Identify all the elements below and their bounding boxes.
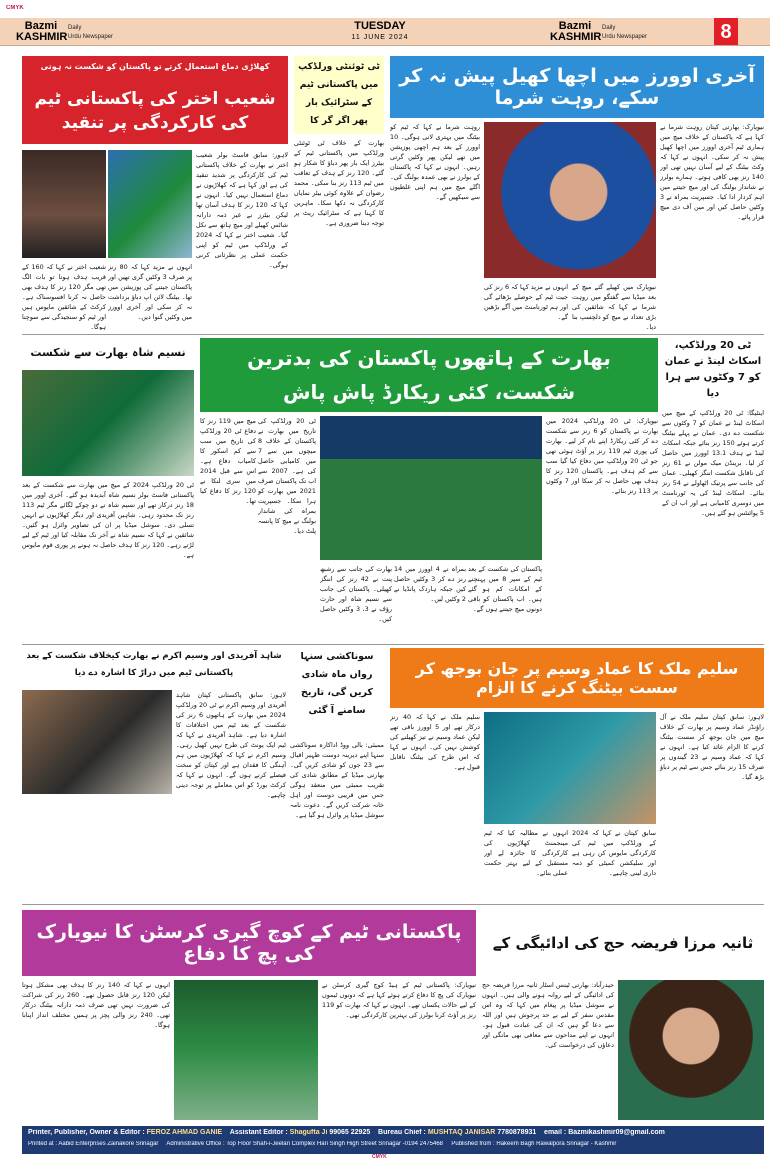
rohit-col-bottom2: انہوں نے مزید کہا کہ 6 رنز کی جیت ٹیم کے حوصلے بڑھائے گی اور ہم ٹورنامنٹ میں آگے بڑھیں گے۔ [484,283,568,321]
india-photo [320,416,542,560]
email-label: email : [544,1129,567,1136]
row-divider-1 [22,334,764,335]
asst-label: Assistant Editor : [229,1129,288,1136]
naseem-headline: نسیم شاہ بھارت سے شکست [30,346,186,359]
sania-body: حیدرآباد: بھارتی ٹینس اسٹار ثانیہ مرزا فریضہ حج کی ادائیگی کے لیے روانہ ہونے والی ہیں۔ انہوں نے سوشل میڈیا پر پیغام میں کہا کہ وہ اس مقدس سفر کے لیے بے حد پرجوش ہیں اور اللہ سے دعا گو ہیں کہ ان کی عبادت قبول ہو۔ انہوں نے اپنے مداحوں سے معافی بھی مانگی اور دعاؤں کی درخواست کی۔ [482,981,614,1049]
shoaib-col1: لاہور: سابق فاسٹ بولر شعیب اختر نے بھارت کے خلاف پاکستانی ٹیم کی کارکردگی پر شدید تنقید کی ہے اور کہا ہے کہ کھلاڑیوں نے دماغ استعمال نہیں کیا۔ انہوں نے کہا کہ 120 رنز کا ہدف آسان تھا لیکن بیٹرز نے غیر ذمہ دارانہ شاٹس کھیلے اور میچ ہاتھ سے نکل گیا۔ شعیب اختر نے کہا کہ 2024 کے ورلڈکپ میں ٹیم کو اپنی حکمت عملی پر نظرثانی کرنی ہوگی۔ [196,151,288,269]
saleem-col1: لاہور: سابق کپتان سلیم ملک نے آل راؤنڈر عماد وسیم پر بھارت کے خلاف میچ میں جان بوجھ کر سست بیٹنگ کرنے کا الزام عائد کیا ہے۔ انہوں نے کہا کہ عماد وسیم نے 23 گیندوں پر صرف 15 رنز بنائے جس سے ٹیم پر دباؤ بڑھ گیا۔ [660,713,764,781]
india-col2: ٹی 20 ورلڈکپ کی تاریخ میں بھارت نے پاکستان کے خلاف 8 میچوں میں سے 7 میں کامیابی حاصل کی ہے۔ 2007 سے اب تک پاکستان صرف 2021 میں بھارت کو ہرا سکا۔ جسپریت بمراہ کی شاندار بولنگ نے میچ کا پانسہ پلٹ دیا۔ [258,417,316,535]
date-block [300,20,460,45]
shoaib-match-photo [108,150,192,258]
shahid-body: لاہور: سابق پاکستانی کپتان شاہد آفریدی اور وسیم اکرم نے ٹی 20 ورلڈکپ 2024 میں بھارت کے ہاتھوں 6 رنز کی شکست کے بعد ٹیم میں اختلافات کا اشارہ دیا ہے۔ شاہد آفریدی نے کہا کہ ٹیم ایک یونٹ کی طرح نہیں کھیل رہی۔ وسیم اکرم نے کہا کہ کھلاڑیوں میں ہم آہنگی کا فقدان ہے اور کپتان کو سخت فیصلے کرنے ہوں گے۔ انہوں نے کہا کہ کرکٹ بورڈ کو اس معاملے پر توجہ دینی چاہیے۔ [176,691,286,799]
bureau-label: Bureau Chief : [378,1129,426,1136]
t20-body: بھارت کے خلاف ٹی ٹوئنٹی ورلڈکپ میں پاکستانی ٹیم کے بیٹرز ایک بار پھر دباؤ کا شکار ہو گئے۔ 120 رنز کے ہدف کے تعاقب میں ٹیم 113 رنز بنا سکی۔ محمد رضوان کے علاوہ کوئی بیٹر نمایاں کارکردگی نہ دکھا سکا۔ ماہرین کا کہنا ہے کہ سٹرائیک ریٹ پر توجہ دینا ضروری ہے۔ [294,139,384,227]
page-header [0,18,770,46]
rohit-col-mid: روہت شرما نے کہا کہ ٹیم کو بیٹنگ میں بہتری لانی ہوگی۔ 10 اوورز کے بعد ہم اچھی پوزیشن میں تھے لیکن پھر وکٹیں گرتی رہیں۔ انہوں نے کہا کہ پاکستان کے بولرز نے بھی عمدہ بولنگ کی۔ اگلے میچ میں ہم اپنی غلطیوں سے سیکھیں گے۔ [390,123,480,201]
rohit-col-bottom1: نیویارک میں کھیلے گئے میچ کے بعد میڈیا سے گفتگو میں روہت شرما نے کہا کہ شائقین کی بڑی تعداد نے میچ کو دلچسپ بنا دیا۔ [572,283,656,330]
india-col3: میچ میں 119 رنز کا دفاع ٹی 20 ورلڈکپ کی تاریخ میں سب سے کم اسکور کا کامیاب دفاع ہے۔ اس سے قبل 2014 میں سری لنکا نے 120 رنز کا دفاع کیا تھا۔ [200,417,256,505]
email-address[interactable]: Bazmikashmir09@gmail.com [568,1129,665,1136]
asst-phone: 99065 22925 [329,1129,371,1136]
printer-name: FEROZ AHMAD GANIE [146,1129,223,1136]
admin-office: Administrative Office : Top Floor Shah-i-Jeelan Complex Hari Singh High Street Srinagar -0194 2475468 [166,1141,444,1147]
kirsten-headline: پاکستانی ٹیم کے کوچ گیری کرسٹن کا نیویارک کی پچ کا دفاع [22,910,476,976]
kirsten-col1: نیویارک: پاکستانی ٹیم کے ہیڈ کوچ گیری کرسٹن نے نیویارک کی پچ کا دفاع کرتے ہوئے کہا ہے کہ دونوں ٹیموں کے لیے حالات یکساں تھے۔ انہوں نے کہا کہ بھارت کو 119 رنز پر آؤٹ کرنا بولرز کی بہترین کارکردگی تھی۔ [322,981,476,1019]
asst-name: Shagufta Ji [289,1129,328,1136]
brand-right-line1: Bazmi [558,21,592,32]
t20-title: ٹی ٹوئنٹی ورلڈکپ میں پاکستانی ٹیم کے سٹرائیک بار پھر اگر گر کا [294,56,384,134]
india-bottom2: بمراہ نے 4 اوورز میں 14 رنز دے کر 3 وکٹیں حاصل کیں جبکہ ہاردک پانڈیا نے 2 وکٹیں لیں۔ [394,565,466,603]
sonakshi-body: ممبئی: بالی ووڈ اداکارہ سوناکشی سنہا اپنے دیرینہ دوست ظہیر اقبال سے 23 جون کو شادی کریں گی۔ بھارتی میڈیا کے مطابق شادی کی تقریب ممبئی میں منعقد ہوگی جس میں قریبی دوست اور اہل خانہ شرکت کریں گے۔ دعوت نامہ سوشل میڈیا پر وائرل ہو گیا ہے۔ [290,741,384,819]
india-headline: بھارت کے ہاتھوں پاکستان کی بدترین شکست، کئی ریکارڈ پاش پاش [200,338,658,412]
shoaib-photo [22,150,106,258]
date: 11 JUNE 2024 [351,34,409,41]
day: TUESDAY [354,20,406,32]
printed-at: Printed at : Aabid Enterprises Zainakore Srinagar [28,1141,159,1147]
shahid-headline: شاہد آفریدی اور وسیم اکرم نے بھارت کیخلاف شکست کے بعد پاکستانی ٹیم میں دراڑ کا اشارہ دے دیا [26,651,282,678]
india-bottom1: پاکستان کی شکست کے بعد ٹیم کے سپر 8 میں پہنچنے کے امکانات کم ہو گئے ہیں۔ اب پاکستان کو باقی دونوں میچ جیتنے ہوں گے۔ [468,565,542,613]
tagline-right-daily: Daily [602,25,616,31]
india-bottom3: بھارت کی جانب سے رشبھ پنت نے 42 رنز کی اننگز کھیلی۔ پاکستان کی جانب سے نسیم شاہ اور حارث رؤف نے 3، 3 وکٹیں حاصل کیں۔ [320,565,392,623]
cmyk-label: CMYK [6,5,24,11]
tagline-daily: Daily [68,25,82,31]
scotland-headline: ٹی 20 ورلڈکپ، اسکاٹ لینڈ نے عمان کو 7 وکٹوں سے ہرا دیا [664,340,762,399]
page-number: 8 [720,21,732,43]
naseem-photo [22,370,194,476]
tagline-urdu: Urdu Newspaper [68,34,114,40]
cmyk-label-bottom: CMYK [372,1154,387,1160]
footer [22,1126,764,1154]
sonakshi-headline: سوناکشی سنہا رواں ماہ شادی کریں گی، تاریخ سامنے آ گئی [300,651,374,716]
bureau-phone: 7780878931 [497,1129,537,1136]
tagline-right-urdu: Urdu Newspaper [602,34,648,40]
shoaib-col3: شعیب اختر نے کہا کہ 160 کے قریب ہدف ہوتا تو بات الگ تھی مگر 120 رنز کا ہدف بھی حاصل نہ کرنا افسوسناک ہے۔ کرکٹ کے شائقین مایوس ہیں اور ٹیم کو سنجیدگی سے سوچنا ہوگا۔ [22,263,106,330]
brand-right-line2: KASHMIR [550,31,602,43]
printer-label: Printer, Publisher, Owner & Editor : [28,1129,145,1136]
brand-left [16,21,126,45]
page-number-badge [714,18,738,46]
saleem-col4: انہوں نے مطالبہ کیا کہ ٹیم مینجمنٹ کھلاڑیوں کی کارکردگی کا جائزہ لے اور مستقبل کے لیے بہتر حکمت عملی بنائے۔ [484,829,568,877]
kirsten-photo [174,980,318,1120]
brand-line1: Bazmi [24,21,58,32]
shoaib-col2: انہوں نے مزید کہا کہ 80 رنز پر صرف 3 وکٹیں گری تھیں اور پاکستان جیتنے کی پوزیشن میں تھا۔ بیٹنگ لائن اپ دباؤ برداشت نہ کر سکی اور آخری اوورز میں وکٹیں گنوا دیں۔ [108,263,192,321]
shoaib-kicker: کھلاڑی دماغ استعمال کرتے تو پاکستان کو شکست نہ ہوتی [22,56,288,78]
published-from: Published from : Hakeem Bagh Rawalpora Srinagar - Kashmir [451,1141,617,1147]
row-divider-2 [22,644,764,645]
footer-line1 [28,1129,760,1140]
kirsten-col3: انہوں نے کہا کہ 140 رنز کا ہدف بھی مشکل ہوتا لیکن 120 رنز قابل حصول تھے۔ 260 رنز کی شراکت کی ضرورت نہیں تھی صرف ذمہ دارانہ بیٹنگ درکار تھی۔ 240 رنز والی پچز پر ہمیں مختلف انداز اپنانا ہوگا۔ [22,981,170,1029]
scotland-body: اینٹیگا: ٹی 20 ورلڈکپ کے میچ میں اسکاٹ لینڈ نے عمان کو 7 وکٹوں سے شکست دے دی۔ عمان نے پہلے بیٹنگ کرتے ہوئے 150 رنز بنائے جبکہ اسکاٹ لینڈ نے ہدف 13.1 اوورز میں حاصل کر لیا۔ برینڈن میک مولن نے 61 رنز کی ناقابل شکست اننگز کھیلی۔ عمان کی جانب سے پرتیک اٹھاولے نے 54 رنز بنائے۔ اسکاٹ لینڈ کی یہ ٹورنامنٹ میں دوسری کامیابی ہے اور اب ان کے 5 پوائنٹس ہو گئے ہیں۔ [662,409,764,517]
shoaib-headline: شعیب اختر کی پاکستانی ٹیم کی کارکردگی پر تنقید [22,78,288,144]
saleem-col3: سابق کپتان نے کہا کہ 2024 کے ورلڈکپ میں ٹیم کی کارکردگی مایوس کن رہی ہے اور سلیکشن کمیٹی کو ذمہ داری لینی چاہیے۔ [572,829,656,877]
sania-photo [618,980,764,1120]
brand-line2: KASHMIR [16,31,68,43]
rohit-headline: آخری اوورز میں اچھا کھیل پیش نہ کر سکے، روہت شرما [390,56,764,118]
footer-line2 [28,1141,760,1152]
shahid-photo [22,690,172,794]
india-col1: نیویارک: ٹی 20 ورلڈکپ 2024 میں بھارت نے پاکستان کو 6 رنز سے شکست دے کر کئی ریکارڈ اپنے نام کر لیے۔ بھارت کی پوری ٹیم 119 رنز پر آؤٹ ہوئی تھی جو ٹی 20 ورلڈکپ میں دفاع کیا گیا سب سے کم ہدف ہے۔ پاکستان 120 رنز کا ہدف بھی حاصل نہ کر سکا اور 7 وکٹوں پر 113 رنز بنائے۔ [546,417,658,495]
saleem-photo [484,712,656,824]
bureau-name: MUSHTAQ JANISAR [427,1129,496,1136]
naseem-body: ٹی 20 ورلڈکپ 2024 کے میچ میں بھارت سے شکست کے بعد پاکستانی فاسٹ بولر نسیم شاہ آبدیدہ ہو گئے۔ آخری اوور میں 18 رنز درکار تھے اور نسیم شاہ نے دو چوکے لگائے مگر ٹیم 113 رنز تک محدود رہی۔ شاہین آفریدی اور دیگر کھلاڑیوں نے انہیں تسلی دی۔ سوشل میڈیا پر ان کی تصاویر وائرل ہو گئیں۔ شائقین نے کہا کہ نسیم شاہ نے آخر تک مقابلہ کیا اور ٹیم کے لیے لڑتے رہے۔ 120 رنز کا ہدف حاصل نہ ہونے پر پوری قوم مایوس ہے۔ [22,481,194,559]
brand-right [550,21,670,45]
row-divider-3 [22,904,764,905]
saleem-col2: سلیم ملک نے کہا کہ 40 رنز درکار تھے اور 5 اوورز باقی تھے لیکن عماد وسیم نے تیز کھیلنے کی کوشش نہیں کی۔ انہوں نے کہا کہ اس طرح کی بیٹنگ ناقابل قبول ہے۔ [390,713,480,771]
saleem-headline: سلیم ملک کا عماد وسیم پر جان بوجھ کر سست بیٹنگ کرنے کا الزام [390,648,764,708]
rohit-photo [484,122,656,278]
sania-headline: ثانیہ مرزا فریضہ حج کی ادائیگی کے [492,934,754,952]
rohit-col-right: نیویارک: بھارتی کپتان روہت شرما نے کہا ہے کہ پاکستان کے خلاف میچ میں ہماری ٹیم آخری اوورز میں اچھا کھیل پیش نہ کر سکی۔ انہوں نے کہا کہ وکٹ بیٹنگ کے لیے آسان نہیں تھی اور 140 رنز بھی کافی ہوتے۔ ہمارے بولرز نے شاندار بولنگ کی اور میچ جیتنے میں اہم کردار ادا کیا۔ جسپریت بمراہ نے 3 وکٹیں حاصل کیں اور مین آف دی میچ قرار پائے۔ [660,123,764,221]
